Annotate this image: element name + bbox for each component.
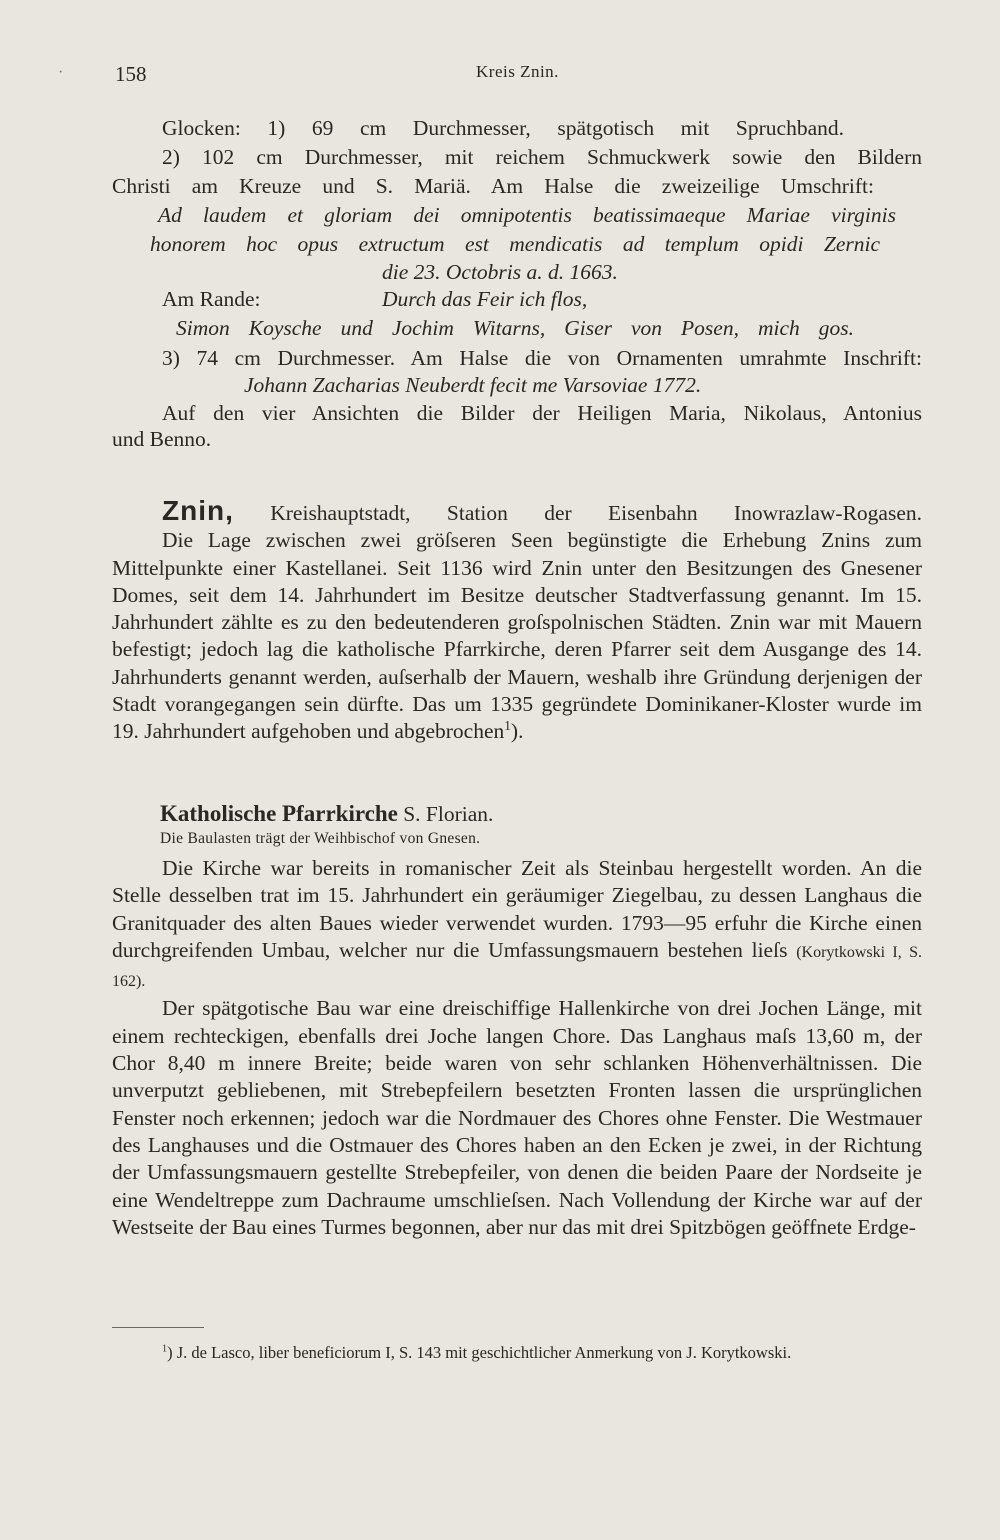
bells-line-2: 2) 102 cm Durchmesser, mit reichem Schmuckwerk sowie den Bildern [162,145,922,169]
znin-paragraph [112,527,922,745]
stray-mark: · [58,64,64,81]
church-heading [160,800,493,828]
church-paragraph-2: Der spätgotische Bau war eine dreischiffige Hallenkirche von drei Jochen Länge, mit einem rechteckigen, ebenfalls drei Joche langen Chore. Das Langhaus maſs 13,60 m, der Chor 8,40 m innere Breite; beide waren von sehr schlanken Höhenverhältnissen. Die unverputzt gebliebenen, mit Strebepfeilern besetzten Fronten lassen die ursprünglichen Fenster noch erkennen; jedoch war die Nordmauer des Chores ohne Fenster. Die Westmauer des Langhauses und die Ostmauer des Chores haben an den Ecken je zwei, in der Richtung der Umfassungsmauern gestellte Strebepfeiler, von denen die beiden Paare der Nordseite je eine Wendeltreppe zum Dachraume umschlieſsen. Nach Vollendung der Kirche war auf der Westseite der Bau eines Turmes begonnen, aber nur das mit drei Spitzbögen geöffnete Erdge- [112,996,922,1239]
bells-line-5: Auf den vier Ansichten die Bilder der Heiligen Maria, Nikolaus, Antonius [162,401,922,425]
church-patron-note: Die Baulasten trägt der Weihbischof von Gnesen. [160,830,481,847]
church-citation: (Korytkowski I, S. 162). [112,943,923,991]
latin-inscription-line-2: honorem hoc opus extructum est mendicatis ad templum opidi Zernic [150,232,880,256]
bells-line-3: Christi am Kreuze und S. Mariä. Am Halse die zweizeilige Umschrift: [112,174,874,198]
bells-line-4: 3) 74 cm Durchmesser. Am Halse die von Ornamenten umrahmte Inschrift: [162,346,922,370]
footnote-text: ) J. de Lasco, liber beneficiorum I, S. 143 mit geschichtlicher Anmerkung von J. Korytkowski. [167,1343,792,1362]
bells-line-1: Glocken: 1) 69 cm Durchmesser, spätgotisch mit Spruchband. [162,116,844,140]
bells-line-6: und Benno. [112,427,212,451]
latin-inscription-line-3: die 23. Octobris a. d. 1663. [382,260,618,284]
church-section [112,855,922,1241]
church-paragraph-1-text: Die Kirche war bereits in romanischer Zeit als Steinbau hergestellt worden. An die Stelle desselben trat im 15. Jahrhundert ein geräumiger Ziegelbau, zu dessen Langhaus die Granitquader des alten Baues wieder verwendet wurden. 1793—95 erfuhr die Kirche einen durchgreifenden Umbau, welcher nur die Umfassungsmauern bestehen lieſs [112,856,922,962]
church-title: Katholische Pfarrkirche [160,801,398,826]
znin-paragraph-end: ). [510,719,524,744]
running-title: Kreis Znin. [476,62,559,81]
footnote-ref: 1 [504,718,511,734]
footnote [112,1342,922,1364]
rand-inscription-line-1: Durch das Feir ich flos, [382,287,588,311]
znin-title: Znin, [162,495,234,526]
znin-heading-line [112,497,922,527]
page-number: 158 [115,62,147,86]
church-paragraph-1 [112,855,922,995]
latin-inscription-line-1: Ad laudem et gloriam dei omnipotentis beatissimaeque Mariae virginis [158,203,896,227]
latin-inscription-line-4: Johann Zacharias Neuberdt fecit me Varsoviae 1772. [244,373,702,397]
rand-label: Am Rande: [162,287,261,311]
rand-inscription-line-2: Simon Koysche und Jochim Witarns, Giser von Posen, mich gos. [176,316,854,340]
footnote-divider [112,1327,204,1328]
znin-section [112,497,922,746]
znin-title-rest: Kreishauptstadt, Station der Eisenbahn Inowrazlaw-Rogasen. [233,501,922,525]
footnote-mark: 1 [162,1343,168,1355]
znin-paragraph-text: Die Lage zwischen zwei gröſseren Seen begünstigte die Erhebung Znins zum Mittelpunkte einer Kastellanei. Seit 1136 wird Znin unter den Besitzungen des Gnesener Domes, seit dem 14. Jahrhundert im Besitze deutscher Stadtverfassung genannt. Im 15. Jahrhundert zählte es zu den bedeutenderen groſspolnischen Städten. Znin war mit Mauern befestigt; jedoch lag die katholische Pfarrkirche, deren Pfarrer seit dem Ausgange des 14. Jahrhunderts genannt werden, auſserhalb der Mauern, weshalb ihre Gründung derjenigen der Stadt vorangegangen sein dürfte. Das um 1335 gegründete Dominikaner-Kloster wurde im 19. Jahrhundert aufgehoben und abgebrochen [112,528,922,744]
church-title-rest: S. Florian. [397,802,494,826]
